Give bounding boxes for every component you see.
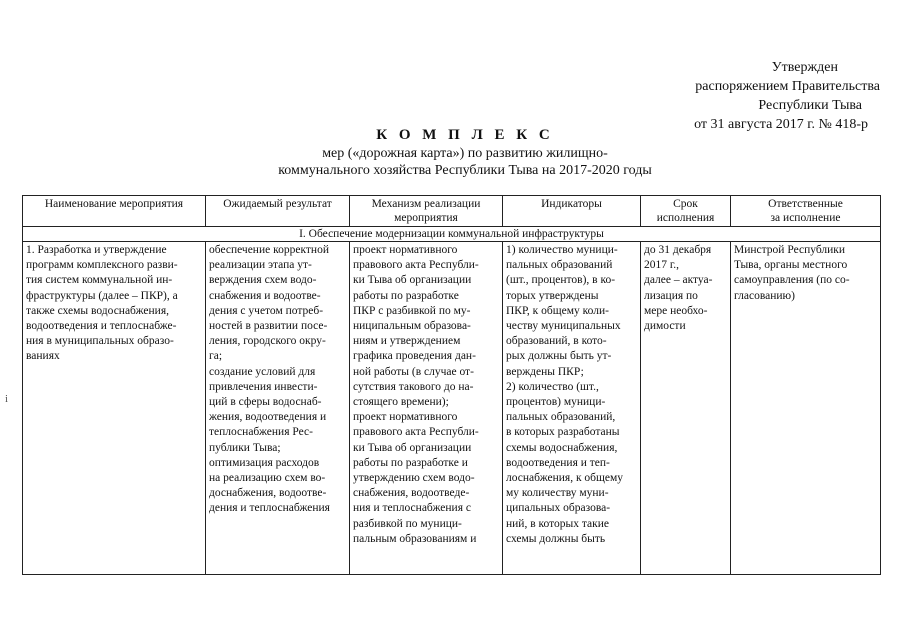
cell-line: до 31 декабря xyxy=(644,244,712,256)
cell-line: мере необхо- xyxy=(644,304,708,317)
cell-line: стоящего времени); xyxy=(353,396,449,409)
approval-line-1: Утвержден xyxy=(771,60,838,75)
header-line: Индикаторы xyxy=(541,198,602,210)
cell-line: 1. Разработка и утверждение xyxy=(26,244,167,256)
header-line: Ответственные xyxy=(768,198,843,210)
cell-line: ниям и утверждением xyxy=(353,335,461,348)
cell-line: димости xyxy=(644,320,686,333)
cell-line: пальным образованиям и xyxy=(353,532,477,545)
title-heading: К О М П Л Е К С xyxy=(376,127,554,143)
cell-line: ваниях xyxy=(26,350,60,363)
cell-expected-result xyxy=(206,242,350,575)
header-line: исполнения xyxy=(656,212,715,224)
cell-line: га; xyxy=(209,350,223,363)
cell-line: лизация по xyxy=(644,289,698,302)
cell-activity-name xyxy=(23,242,206,575)
table-header-row xyxy=(23,196,881,227)
cell-line: торых утверждены xyxy=(506,289,599,302)
cell-line: ципальных образова- xyxy=(506,502,611,515)
title-line-2: мер («дорожная карта») по развитию жилищно- xyxy=(322,146,608,161)
approval-line-2: распоряжением Правительства xyxy=(695,79,880,94)
header-line: Наименование мероприятия xyxy=(44,198,184,210)
cell-line: честву муниципальных xyxy=(506,320,621,333)
header-mechanism xyxy=(350,196,503,227)
header-deadline xyxy=(641,196,731,227)
cell-line: процентов) муници- xyxy=(506,396,606,409)
cell-line: теплоснабжения Рес- xyxy=(209,426,313,439)
header-line: Срок xyxy=(673,198,698,210)
header-line: мероприятия xyxy=(394,212,458,224)
cell-line: ПКР с разбивкой по му- xyxy=(353,304,471,317)
cell-line: разбивкой по муници- xyxy=(353,517,462,530)
cell-line: ний, в которых такие xyxy=(506,517,609,530)
cell-line: создание условий для xyxy=(209,365,316,378)
cell-mechanism xyxy=(350,242,503,575)
cell-line: рых должны быть ут- xyxy=(506,350,612,363)
cell-line: 2017 г., xyxy=(644,259,680,272)
cell-line: доснабжения, водоотве- xyxy=(209,487,327,500)
cell-responsible xyxy=(731,242,881,575)
cell-line: водоотведения и теп- xyxy=(506,456,610,469)
cell-line: лоснабжения, к общему xyxy=(506,472,623,485)
cell-line: верждения схем водо- xyxy=(209,274,317,287)
header-line: Механизм реализации xyxy=(371,198,481,210)
cell-line: правового акта Республи- xyxy=(353,259,479,272)
cell-line: водоотведения и теплоснабже- xyxy=(26,320,177,333)
document-title xyxy=(230,126,700,179)
cell-line: ностей в развитии посе- xyxy=(209,320,328,333)
cell-line: ния и теплоснабжения с xyxy=(353,502,471,515)
cell-line: снабжения, водоотведе- xyxy=(353,487,470,500)
approval-stamp xyxy=(640,58,880,134)
cell-line: ций в сферы водоснаб- xyxy=(209,396,322,409)
cell-line: на реализацию схем во- xyxy=(209,472,326,485)
cell-line: тия систем коммунальной ин- xyxy=(26,274,173,287)
cell-line: Тыва, органы местного xyxy=(734,259,848,272)
cell-indicators xyxy=(503,242,641,575)
cell-line: привлечения инвести- xyxy=(209,380,318,393)
cell-line: ния в муниципальных образо- xyxy=(26,335,174,348)
cell-line: обеспечение корректной xyxy=(209,244,329,256)
cell-line: схемы водоснабжения, xyxy=(506,441,618,454)
cell-line: 2) количество (шт., xyxy=(506,380,599,393)
cell-line: образований, в кото- xyxy=(506,335,607,348)
approval-line-4: от 31 августа 2017 г. № 418-р xyxy=(694,117,868,132)
cell-line: 1) количество муници- xyxy=(506,244,618,256)
header-line: за исполнение xyxy=(770,212,841,224)
cell-line: Минстрой Республики xyxy=(734,244,846,256)
roadmap-table xyxy=(22,195,881,575)
cell-line: далее – актуа- xyxy=(644,274,713,287)
approval-line-3: Республики Тыва xyxy=(758,98,862,113)
cell-line: (шт., процентов), в ко- xyxy=(506,274,616,287)
cell-deadline xyxy=(641,242,731,575)
cell-line: верждены ПКР; xyxy=(506,365,584,378)
cell-line: дения с учетом потреб- xyxy=(209,304,324,317)
cell-line: пальных образований, xyxy=(506,411,616,424)
section-row xyxy=(23,227,881,242)
header-indicators xyxy=(503,196,641,227)
cell-line: схемы должны быть xyxy=(506,532,606,545)
cell-line: ки Тыва об организации xyxy=(353,274,472,287)
cell-line: пальных образований xyxy=(506,259,613,272)
cell-line: сутствия такового до на- xyxy=(353,380,474,393)
cell-line: реализации этапа ут- xyxy=(209,259,312,272)
cell-line: ления, городского окру- xyxy=(209,335,326,348)
header-expected-result xyxy=(206,196,350,227)
cell-line: утверждению схем водо- xyxy=(353,472,475,485)
cell-line: графика проведения дан- xyxy=(353,350,476,363)
cell-line: публики Тыва; xyxy=(209,441,281,454)
cell-line: ниципальным образова- xyxy=(353,320,471,333)
cell-line: программ комплексного разви- xyxy=(26,259,178,272)
cell-line: работы по разработке xyxy=(353,289,459,302)
cell-line: дения и теплоснабжения xyxy=(209,502,330,515)
cell-line: жения, водоотведения и xyxy=(209,411,327,424)
cell-line: ки Тыва об организации xyxy=(353,441,472,454)
cell-line: правового акта Республи- xyxy=(353,426,479,439)
header-activity-name xyxy=(23,196,206,227)
cell-line: проект нормативного xyxy=(353,411,458,424)
cell-line: фраструктуры (далее – ПКР), а xyxy=(26,289,178,302)
cell-line: работы по разработке и xyxy=(353,456,468,469)
cell-line: самоуправления (по со- xyxy=(734,274,850,287)
title-line-3: коммунального хозяйства Республики Тыва на 2017-2020 годы xyxy=(278,163,652,178)
cell-line: ПКР, к общему коли- xyxy=(506,304,609,317)
cell-line: также схемы водоснабжения, xyxy=(26,304,169,317)
cell-line: оптимизация расходов xyxy=(209,456,320,469)
header-responsible xyxy=(731,196,881,227)
cell-line: гласованию) xyxy=(734,289,795,302)
margin-mark: i xyxy=(5,393,9,405)
header-line: Ожидаемый результат xyxy=(223,198,332,210)
cell-line: ной работы (в случае от- xyxy=(353,365,474,378)
section-title: I. Обеспечение модернизации коммунальной инфраструктуры xyxy=(23,227,881,242)
cell-line: снабжения и водоотве- xyxy=(209,289,321,302)
table-row xyxy=(23,242,881,575)
cell-line: в которых разработаны xyxy=(506,426,620,439)
cell-line: проект нормативного xyxy=(353,244,458,256)
cell-line: му количеству муни- xyxy=(506,487,609,500)
